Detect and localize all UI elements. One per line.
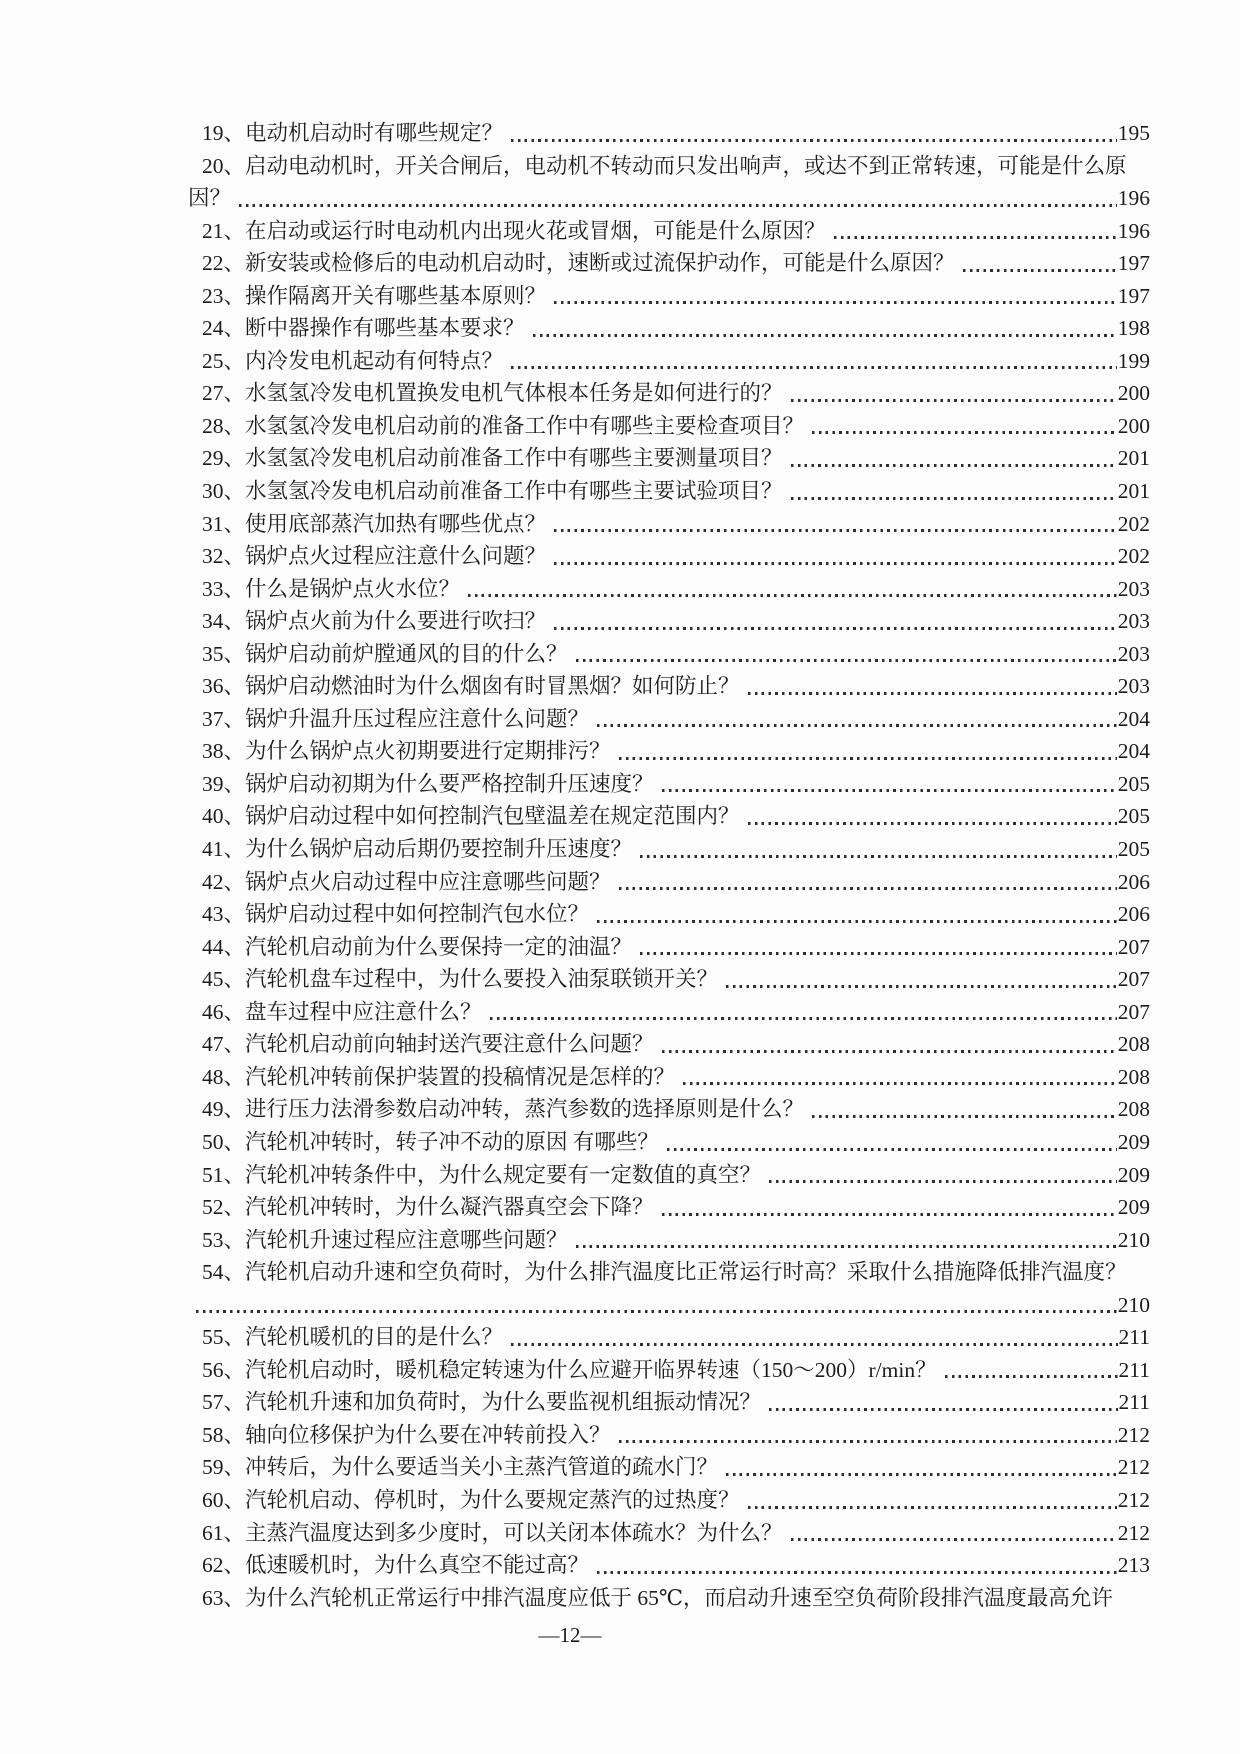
toc-entry-line xyxy=(188,1126,1150,1159)
toc-page-number: 197 xyxy=(1117,251,1150,276)
toc-entry-line xyxy=(188,150,1150,183)
toc-page-number: 204 xyxy=(1117,739,1150,764)
toc-page-number: 207 xyxy=(1117,999,1150,1024)
dot-leader xyxy=(769,1408,1118,1411)
toc-page-number: 208 xyxy=(1117,1064,1150,1089)
toc-entry-line xyxy=(188,1517,1150,1550)
toc-entry-text: 44、汽轮机启动前为什么要保持一定的油温？ xyxy=(202,934,633,959)
toc-page-number: 212 xyxy=(1117,1455,1150,1480)
toc-entry-line xyxy=(188,475,1150,508)
toc-entry-line xyxy=(188,866,1150,899)
dot-leader xyxy=(748,1506,1117,1509)
toc-entry-text: 57、汽轮机升速和加负荷时，为什么要监视机组振动情况？ xyxy=(202,1390,762,1415)
toc-entry-line xyxy=(188,833,1150,866)
toc-entry-line xyxy=(188,1419,1150,1452)
toc-entry-text: 50、汽轮机冲转时，转子冲不动的原因 有哪些？ xyxy=(202,1129,659,1154)
toc-entry-line xyxy=(188,182,1150,215)
toc-entry-text: 32、锅炉点火过程应注意什么问题？ xyxy=(202,544,547,569)
toc-entry-text: 31、使用底部蒸汽加热有哪些优点？ xyxy=(202,511,547,536)
toc-entry-line xyxy=(188,540,1150,573)
toc-entry-text: 24、断中器操作有哪些基本要求？ xyxy=(202,316,525,341)
toc-page-number: 196 xyxy=(1117,218,1150,243)
toc-entry-text: 48、汽轮机冲转前保护装置的投稿情况是怎样的？ xyxy=(202,1064,676,1089)
toc-entry-line xyxy=(188,1224,1150,1257)
dot-leader xyxy=(812,431,1117,434)
toc-page-number: 213 xyxy=(1117,1553,1150,1578)
toc-entry-text: 51、汽轮机冲转条件中，为什么规定要有一定数值的真空？ xyxy=(202,1162,762,1187)
toc-page-number: 195 xyxy=(1117,121,1150,145)
toc-page-number: 201 xyxy=(1117,479,1150,504)
dot-leader xyxy=(748,692,1117,695)
toc-entry-text: 45、汽轮机盘车过程中，为什么要投入油泵联锁开关？ xyxy=(202,967,719,992)
toc-page-number: 209 xyxy=(1117,1195,1150,1220)
toc-page-number: 211 xyxy=(1118,1325,1150,1350)
dot-leader xyxy=(791,464,1117,467)
toc-entry-line xyxy=(188,215,1150,248)
toc-entry-line xyxy=(188,931,1150,964)
toc-entry-text: 40、锅炉启动过程中如何控制汽包壁温差在规定范围内？ xyxy=(202,804,740,829)
dot-leader xyxy=(533,334,1117,337)
toc-page-number: 205 xyxy=(1117,837,1150,862)
toc-entry-text: 25、内冷发电机起动有何特点？ xyxy=(202,348,504,373)
dot-leader xyxy=(511,366,1117,369)
toc-entry-text: 58、轴向位移保护为什么要在冲转前投入？ xyxy=(202,1422,611,1447)
toc-page-number: 210 xyxy=(1117,1227,1150,1252)
toc-entry-line xyxy=(188,377,1150,410)
toc-entry-text: 22、新安装或检修后的电动机启动时，速断或过流保护动作，可能是什么原因？ xyxy=(202,251,955,276)
toc-entry-line xyxy=(188,312,1150,345)
dot-leader xyxy=(662,789,1117,792)
toc-page-number: 197 xyxy=(1117,283,1150,308)
dot-leader xyxy=(726,985,1117,988)
toc-entry-line xyxy=(188,1028,1150,1061)
dot-leader xyxy=(576,659,1117,662)
toc-page-number: 210 xyxy=(1117,1292,1150,1317)
toc-page-number: 212 xyxy=(1117,1487,1150,1512)
toc-entry-line xyxy=(188,605,1150,638)
dot-leader xyxy=(726,1473,1117,1476)
toc-entry-line xyxy=(188,247,1150,280)
toc-entry-text: 41、为什么锅炉启动后期仍要控制升压速度？ xyxy=(202,837,633,862)
dot-leader xyxy=(640,855,1117,858)
toc-entry-line xyxy=(188,410,1150,443)
dot-leader xyxy=(490,1017,1117,1020)
toc-entry-text: 23、操作隔离开关有哪些基本原则？ xyxy=(202,283,547,308)
toc-page-number: 205 xyxy=(1117,771,1150,796)
dot-leader xyxy=(554,627,1117,630)
toc-entry-line xyxy=(188,1061,1150,1094)
toc-page-number: 200 xyxy=(1117,381,1150,406)
dot-leader xyxy=(511,139,1117,142)
toc-entry-line xyxy=(188,1582,1150,1615)
toc-entry-line xyxy=(188,800,1150,833)
toc-page-number: 208 xyxy=(1117,1097,1150,1122)
toc-entry-line xyxy=(188,1321,1150,1354)
toc-entry-line xyxy=(188,638,1150,671)
dot-leader xyxy=(619,757,1117,760)
toc-entry-line xyxy=(188,280,1150,313)
toc-entry-line xyxy=(188,735,1150,768)
toc-page-number: 209 xyxy=(1117,1162,1150,1187)
toc-page-number: 196 xyxy=(1117,186,1150,211)
dot-leader xyxy=(769,1180,1117,1183)
toc-entry-text: 28、水氢氢冷发电机启动前的准备工作中有哪些主要检查项目？ xyxy=(202,413,805,438)
toc-entry-text: 33、什么是锅炉点火水位？ xyxy=(202,576,461,601)
toc-page-number: 207 xyxy=(1117,967,1150,992)
dot-leader xyxy=(554,529,1117,532)
toc-entry-text: 42、锅炉点火启动过程中应注意哪些问题？ xyxy=(202,869,611,894)
toc-entry-text: 52、汽轮机冲转时，为什么凝汽器真空会下降？ xyxy=(202,1195,654,1220)
toc-entry-line xyxy=(188,508,1150,541)
toc-entry-line xyxy=(188,1191,1150,1224)
toc-entry-line xyxy=(188,442,1150,475)
page-number-footer: —12— xyxy=(538,1623,602,1647)
toc-page-number: 212 xyxy=(1117,1520,1150,1545)
dot-leader xyxy=(662,1050,1117,1053)
toc-page-number: 209 xyxy=(1117,1129,1150,1154)
toc-entry-text: 59、冲转后，为什么要适当关小主蒸汽管道的疏水门？ xyxy=(202,1455,719,1480)
dot-leader xyxy=(196,1310,1117,1313)
toc-entry-text: 46、盘车过程中应注意什么？ xyxy=(202,999,482,1024)
dot-leader xyxy=(834,236,1117,239)
toc-entry-line xyxy=(188,345,1150,378)
dot-leader xyxy=(554,562,1117,565)
dot-leader xyxy=(791,399,1117,402)
toc-entry-text: 39、锅炉启动初期为什么要严格控制升压速度？ xyxy=(202,771,654,796)
toc-entry-line xyxy=(188,898,1150,931)
toc-entry-text: 53、汽轮机升速过程应注意哪些问题？ xyxy=(202,1227,568,1252)
toc-page-number: 206 xyxy=(1117,902,1150,927)
toc-entry-text: 47、汽轮机启动前向轴封送汽要注意什么问题？ xyxy=(202,1032,654,1057)
toc-page-number: 208 xyxy=(1117,1032,1150,1057)
toc-page-number: 203 xyxy=(1117,641,1150,666)
dot-leader xyxy=(511,1343,1118,1346)
toc-entry-line xyxy=(188,1386,1150,1419)
toc-entry-text: 29、水氢氢冷发电机启动前准备工作中有哪些主要测量项目？ xyxy=(202,446,783,471)
toc-entry-text: 35、锅炉启动前炉膛通风的目的什么？ xyxy=(202,641,568,666)
toc-entry-text: 43、锅炉启动过程中如何控制汽包水位？ xyxy=(202,902,590,927)
dot-leader xyxy=(597,724,1117,727)
dot-leader xyxy=(576,1245,1117,1248)
dot-leader xyxy=(662,1213,1117,1216)
toc-page-number: 202 xyxy=(1117,544,1150,569)
toc-entry-text: 60、汽轮机启动、停机时，为什么要规定蒸汽的过热度？ xyxy=(202,1487,740,1512)
toc-page-number: 212 xyxy=(1117,1422,1150,1447)
toc-entry-text: 19、电动机启动时有哪些规定？ xyxy=(202,121,504,145)
toc-entry-line xyxy=(188,670,1150,703)
dot-leader xyxy=(468,594,1117,597)
dot-leader xyxy=(748,822,1117,825)
dot-leader xyxy=(945,1375,1118,1378)
toc-entry-text: 因？ xyxy=(188,186,232,211)
toc-page-number: 203 xyxy=(1117,674,1150,699)
dot-leader xyxy=(597,1571,1117,1574)
toc-entry-line xyxy=(188,1484,1150,1517)
toc-page-number: 204 xyxy=(1117,706,1150,731)
toc-page-number: 199 xyxy=(1117,348,1150,373)
toc-entry-line xyxy=(188,1093,1150,1126)
dot-leader xyxy=(619,887,1117,890)
dot-leader xyxy=(683,1082,1117,1085)
dot-leader xyxy=(619,1440,1117,1443)
dot-leader xyxy=(812,1115,1117,1118)
toc-entry-line xyxy=(188,117,1150,150)
toc-page-number: 206 xyxy=(1117,869,1150,894)
toc-entry-text: 21、在启动或运行时电动机内出现火花或冒烟，可能是什么原因？ xyxy=(202,218,826,243)
toc-entry-text: 49、进行压力法滑参数启动冲转，蒸汽参数的选择原则是什么？ xyxy=(202,1097,805,1122)
toc-entry-text: 37、锅炉升温升压过程应注意什么问题？ xyxy=(202,706,590,731)
dot-leader xyxy=(963,269,1117,272)
toc-entry-line xyxy=(188,963,1150,996)
toc-page-number: 207 xyxy=(1117,934,1150,959)
dot-leader xyxy=(791,497,1117,500)
toc-entry-text: 34、锅炉点火前为什么要进行吹扫？ xyxy=(202,609,547,634)
toc-page-number: 211 xyxy=(1118,1357,1150,1382)
toc-entry-line xyxy=(188,1159,1150,1192)
toc-entry-text: 20、启动电动机时，开关合闸后，电动机不转动而只发出响声，或达不到正常转速，可能是什么原 xyxy=(202,153,1127,178)
toc-page-number: 203 xyxy=(1117,576,1150,601)
toc-list xyxy=(188,117,1150,1614)
toc-entry-text: 36、锅炉启动燃油时为什么烟囱有时冒黑烟？如何防止？ xyxy=(202,674,740,699)
toc-entry-line xyxy=(188,573,1150,606)
toc-entry-line xyxy=(188,703,1150,736)
toc-entry-line xyxy=(188,1451,1150,1484)
toc-page-number: 198 xyxy=(1117,316,1150,341)
toc-entry-text: 63、为什么汽轮机正常运行中排汽温度应低于 65℃，而启动升速至空负荷阶段排汽温度最高允许 xyxy=(202,1585,1113,1610)
toc-entry-text: 56、汽轮机启动时，暖机稳定转速为什么应避开临界转速（150～200）r/min？ xyxy=(202,1357,937,1382)
dot-leader xyxy=(791,1538,1117,1541)
toc-page-number: 201 xyxy=(1117,446,1150,471)
toc-entry-text: 30、水氢氢冷发电机启动前准备工作中有哪些主要试验项目？ xyxy=(202,479,783,504)
toc-entry-text: 62、低速暖机时，为什么真空不能过高？ xyxy=(202,1553,590,1578)
toc-entry-line xyxy=(188,996,1150,1029)
dot-leader xyxy=(640,952,1117,955)
dot-leader xyxy=(554,301,1117,304)
toc-page-number: 200 xyxy=(1117,413,1150,438)
toc-entry-line xyxy=(188,1289,1150,1322)
toc-entry-line xyxy=(188,1256,1150,1289)
toc-page-number: 211 xyxy=(1118,1390,1150,1415)
toc-entry-text: 61、主蒸汽温度达到多少度时，可以关闭本体疏水？为什么？ xyxy=(202,1520,783,1545)
toc-entry-text: 55、汽轮机暖机的目的是什么？ xyxy=(202,1325,504,1350)
toc-page-number: 205 xyxy=(1117,804,1150,829)
toc-entry-text: 54、汽轮机启动升速和空负荷时，为什么排汽温度比正常运行时高？采取什么措施降低排汽温度？ xyxy=(202,1260,1127,1285)
toc-entry-line xyxy=(188,768,1150,801)
toc-entry-line xyxy=(188,1354,1150,1387)
toc-page-number: 202 xyxy=(1117,511,1150,536)
toc-entry-text: 38、为什么锅炉点火初期要进行定期排污？ xyxy=(202,739,611,764)
dot-leader xyxy=(597,920,1117,923)
dot-leader xyxy=(239,204,1117,207)
toc-page-number: 203 xyxy=(1117,609,1150,634)
toc-entry-text: 27、水氢氢冷发电机置换发电机气体根本任务是如何进行的？ xyxy=(202,381,783,406)
dot-leader xyxy=(667,1148,1117,1151)
toc-entry-line xyxy=(188,1549,1150,1582)
